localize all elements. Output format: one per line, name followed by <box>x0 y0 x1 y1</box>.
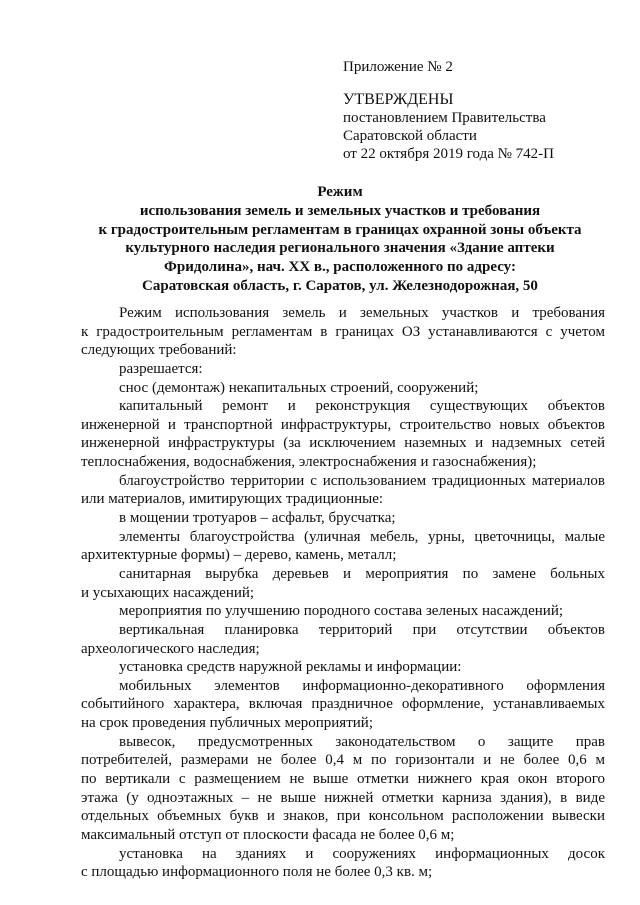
body-line: вывесок, предусмотренных законодательством о защите прав <box>119 733 605 750</box>
body-line: и усыхающих насаждений; <box>81 584 255 601</box>
body-line: элементы благоустройства (уличная мебель, урны, цветочницы, малые <box>119 528 605 545</box>
body-line: или материалов, имитирующих традиционные: <box>81 491 384 508</box>
body-line: установка средств наружной рекламы и информации: <box>119 659 462 676</box>
approved-by-line: постановлением Правительства <box>343 110 546 126</box>
title-line: Режим <box>317 184 363 200</box>
body-line: на срок проведения публичных мероприятий; <box>81 715 373 732</box>
appendix-number: Приложение № 2 <box>343 59 453 75</box>
body-line: установка на зданиях и сооружениях информационных досок <box>119 845 605 862</box>
body-line: этажа (у одноэтажных – не выше нижней отметки карниза здания), в виде <box>81 789 605 806</box>
body-line: с площадью информационного поля не более 0,3 кв. м; <box>81 864 433 881</box>
body-line: археологического наследия; <box>81 640 260 657</box>
title-line: использования земель и земельных участков и требования <box>139 202 541 219</box>
body-line: потребителей, размерами не более 0,4 м по горизонтали и не более 0,6 м <box>81 752 605 769</box>
body-line: инженерной и транспортной инфраструктуры, строительство новых объектов <box>81 416 605 433</box>
approved-by-line: Саратовской области <box>343 128 477 144</box>
body-line: отдельных объемных букв и знаков, при консольном расположении вывески <box>81 808 605 825</box>
body-line: архитектурные формы) – дерево, камень, металл; <box>81 547 397 564</box>
body-line: в мощении тротуаров – асфальт, брусчатка; <box>119 510 396 527</box>
body-line: санитарная вырубка деревьев и мероприятия по замене больных <box>119 565 605 582</box>
title-line: культурного наследия регионального значения «Здание аптеки <box>125 240 555 257</box>
body-line: теплоснабжения, водоснабжения, электроснабжения и газоснабжения); <box>81 454 537 471</box>
approval-block <box>343 58 623 163</box>
body-line: снос (демонтаж) некапитальных строений, сооружений; <box>119 379 479 396</box>
body-line: благоустройство территории с использованием традиционных материалов <box>119 472 605 489</box>
body-line: вертикальная планировка территорий при отсутствии объектов <box>119 621 605 638</box>
body-line: событийного характера, включая праздничное оформление, устанавливаемых <box>81 696 605 713</box>
body-line: мобильных элементов информационно-декоративного оформления <box>119 677 605 694</box>
title-line: Саратовская область, г. Саратов, ул. Железнодорожная, 50 <box>142 277 538 294</box>
document-title <box>70 183 610 296</box>
body-line: Режим использования земель и земельных участков и требования <box>119 305 605 321</box>
body-line: следующих требований: <box>81 342 237 359</box>
body-line: по вертикали с размещением не выше отметки нижнего края окон второго <box>81 771 605 788</box>
title-line: к градостроительным регламентам в границах охранной зоны объекта <box>98 221 582 238</box>
approved-date-line: от 22 октября 2019 года № 742-П <box>343 146 555 162</box>
body-line: инженерной инфраструктуры (за исключением наземных и надземных сетей <box>81 435 605 452</box>
body-line: разрешается: <box>119 360 203 377</box>
document-body <box>81 304 605 882</box>
title-line: Фридолина», нач. XX в., расположенного по адресу: <box>164 259 516 276</box>
body-line: мероприятия по улучшению породного состава зеленых насаждений; <box>119 603 564 620</box>
body-line: максимальный отступ от плоскости фасада не более 0,6 м; <box>81 826 455 843</box>
approved-label: УТВЕРЖДЕНЫ <box>343 91 454 108</box>
body-line: к градостроительным регламентам в границах ОЗ устанавливаются с учетом <box>81 323 605 340</box>
body-line: капитальный ремонт и реконструкция существующих объектов <box>119 398 605 415</box>
